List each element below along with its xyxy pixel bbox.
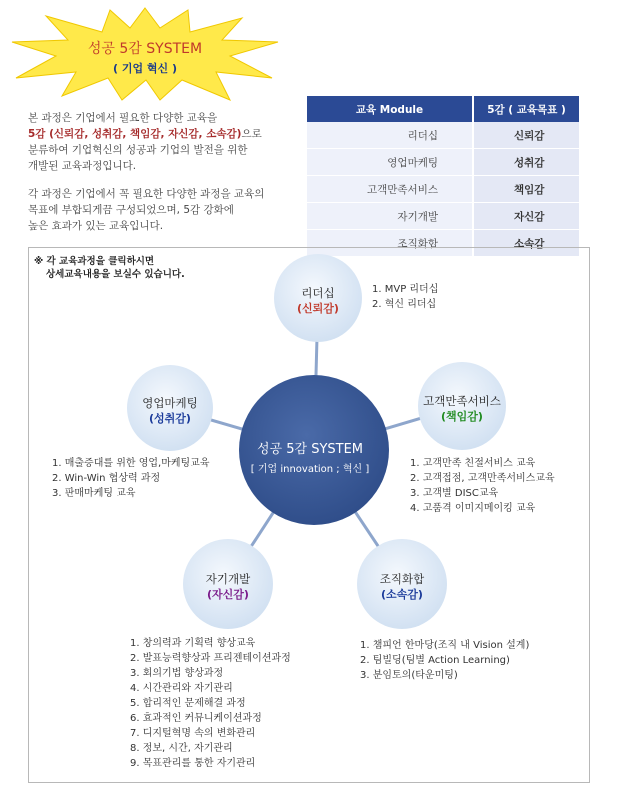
list-item[interactable]: 3. 고객별 DISC교육 [410, 488, 499, 499]
node-customer[interactable]: 고객만족서비스 (책임감) [423, 394, 501, 423]
table-row: 고객만족서비스 책임감 [307, 176, 579, 203]
list-item[interactable]: 2. 팀빌딩(팀별 Action Learning) [360, 655, 510, 666]
node-leadership[interactable]: 리더십 (신뢰감) [297, 286, 339, 315]
table-row: 자기개발 자신감 [307, 203, 579, 230]
list-item[interactable]: 2. 발표능력향상과 프리젠테이션과정 [130, 653, 291, 664]
list-item[interactable]: 9. 목표관리를 통한 자기관리 [130, 758, 256, 769]
center-label: 성공 5감 SYSTEM [ 기업 innovation ; 혁신 ] [250, 442, 370, 475]
list-item[interactable]: 2. 혁신 리더십 [372, 299, 437, 310]
table-row: 리더십 신뢰감 [307, 122, 579, 149]
self-course-list [130, 636, 291, 771]
list-item[interactable]: 6. 효과적인 커뮤니케이션과정 [130, 713, 262, 724]
list-item[interactable]: 3. 판매마케팅 교육 [52, 488, 136, 499]
list-item[interactable]: 1. 매출증대를 위한 영업,마케팅교육 [52, 458, 210, 469]
click-instruction-note: ※ 각 교육과정을 클릭하시면 상세교육내용을 보실수 있습니다. [34, 256, 185, 280]
table-header-goal: 5감 ( 교육목표 ) [473, 96, 579, 122]
list-item[interactable]: 3. 회의기법 향상과정 [130, 668, 224, 679]
customer-course-list [410, 456, 555, 516]
list-item[interactable]: 8. 정보, 시간, 자기관리 [130, 743, 233, 754]
list-item[interactable]: 2. Win-Win 협상력 과정 [52, 473, 161, 484]
list-item[interactable]: 5. 합리적인 문제해결 과정 [130, 698, 246, 709]
table-row: 영업마케팅 성취감 [307, 149, 579, 176]
list-item[interactable]: 1. 챔피언 한마당(조직 내 Vision 설계) [360, 640, 530, 651]
list-item[interactable]: 1. MVP 리더십 [372, 284, 439, 295]
table-header-module: 교육 Module [307, 96, 473, 122]
page-title: 성공 5감 SYSTEM [87, 41, 203, 57]
list-item[interactable]: 4. 고품격 이미지메이킹 교육 [410, 503, 536, 514]
list-item[interactable]: 2. 고객접점, 고객만족서비스교육 [410, 473, 555, 484]
list-item[interactable]: 3. 분임토의(타운미팅) [360, 670, 458, 681]
intro-paragraph-1: 본 과정은 기업에서 필요한 다양한 교육을 5감 (신뢰감, 성취감, 책임감, 자신감, 소속감)으로 분류하여 기업혁신의 성공과 기업의 발전을 위한 개발된 교육과정입니다. [28, 112, 262, 172]
list-item[interactable]: 4. 시간관리와 자기관리 [130, 683, 233, 694]
list-item[interactable]: 1. 창의력과 기획력 향상교육 [130, 638, 256, 649]
list-item[interactable]: 1. 고객만족 친절서비스 교육 [410, 458, 536, 469]
intro-paragraph-2: 각 과정은 기업에서 꼭 필요한 다양한 과정을 교육의 목표에 부합되게끔 구성되었으며, 5감 강화에 높은 효과가 있는 교육입니다. [28, 188, 265, 232]
org-course-list [360, 638, 529, 683]
node-self[interactable]: 자기개발 (자신감) [205, 572, 251, 601]
leadership-course-list [372, 282, 438, 312]
node-sales[interactable]: 영업마케팅 (성취감) [142, 396, 198, 425]
table-row: 조직화합 소속감 [307, 230, 579, 257]
list-item[interactable]: 7. 디지털혁명 속의 변화관리 [130, 728, 256, 739]
node-org[interactable]: 조직화합 (소속감) [379, 572, 425, 601]
sales-course-list [52, 456, 210, 501]
senses-highlight: 5감 (신뢰감, 성취감, 책임감, 자신감, 소속감) [28, 128, 242, 140]
page-subtitle: ( 기업 혁신 ) [112, 62, 178, 75]
